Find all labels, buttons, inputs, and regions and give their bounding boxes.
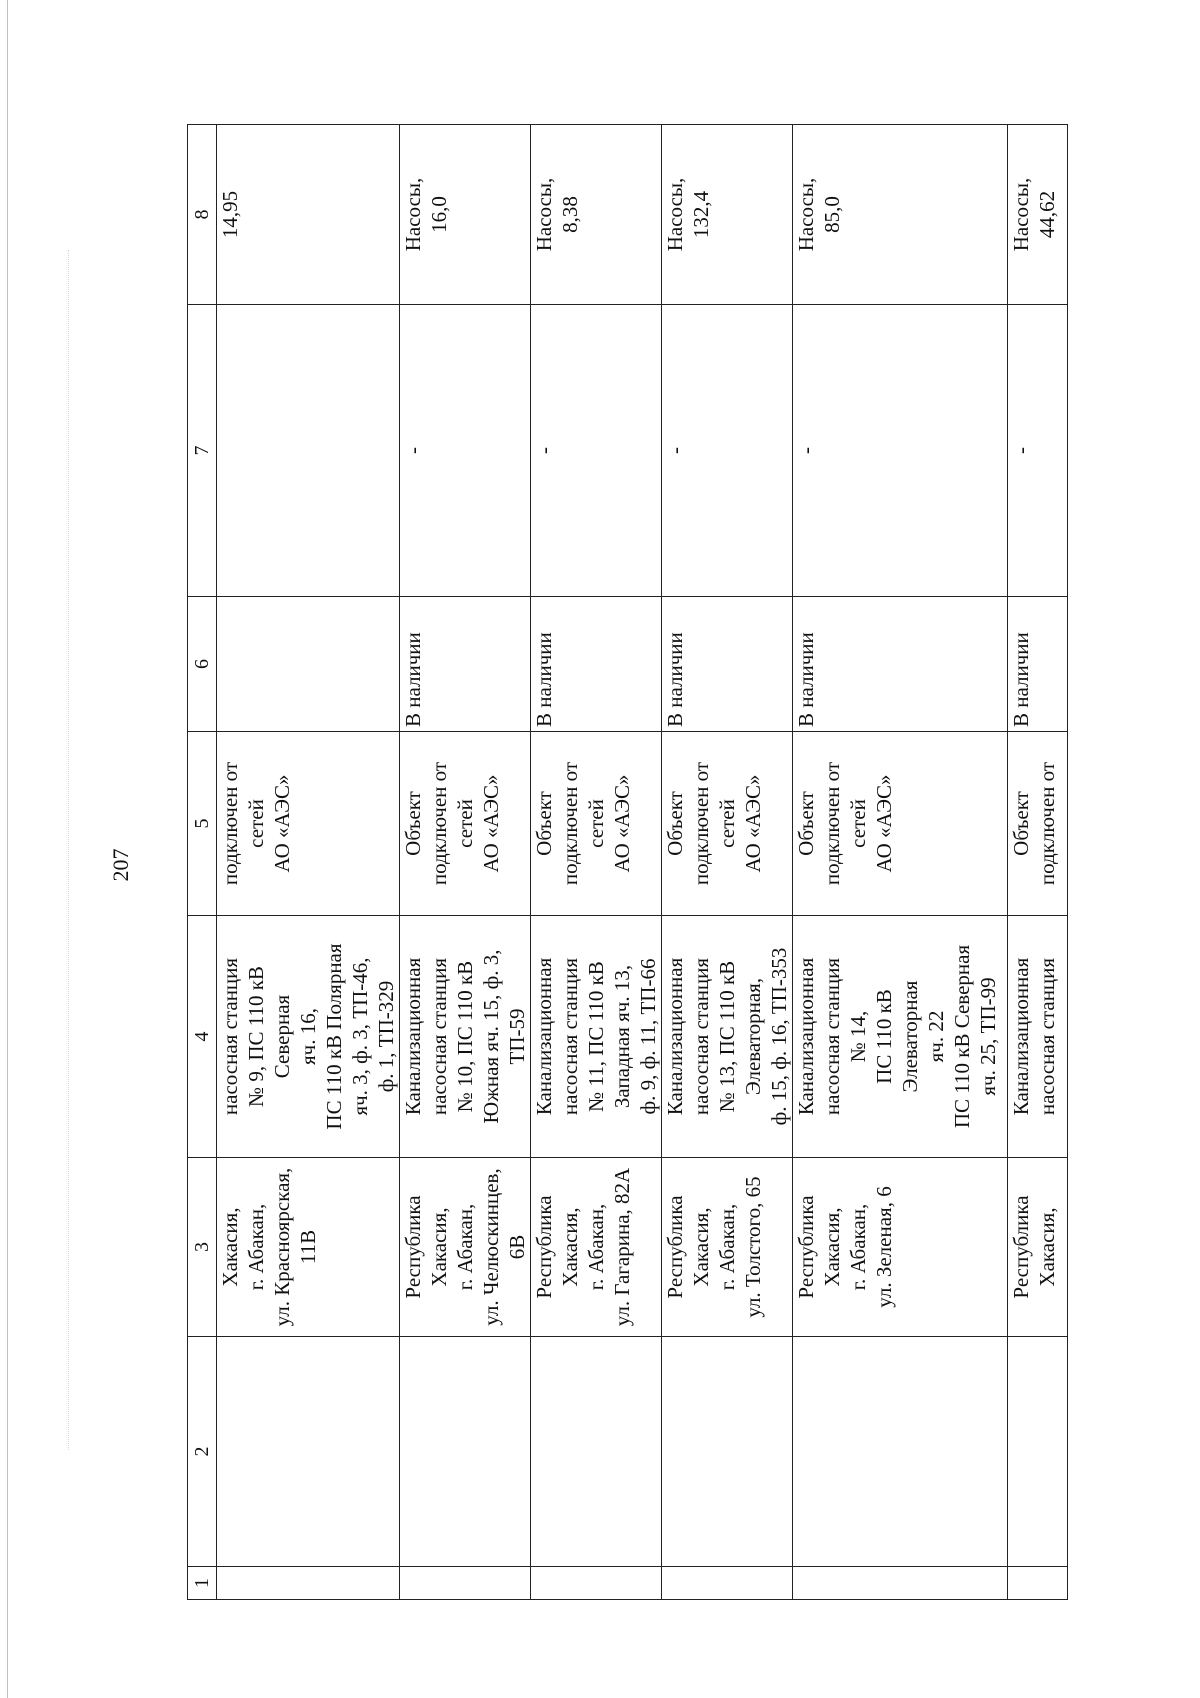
availability-text: В наличии — [663, 632, 687, 727]
cell-col-2 — [793, 1337, 1008, 1567]
dash-text: - — [794, 447, 818, 454]
cell-power — [400, 125, 531, 305]
cell-text-line: сетей — [846, 799, 870, 848]
cell-address — [217, 1158, 400, 1337]
cell-text-line: сетей — [453, 799, 477, 848]
availability-text: В наличии — [401, 632, 425, 727]
cell-text-line: Насосы, — [663, 177, 687, 252]
cell-text-line: г. Абакан, — [846, 1203, 870, 1291]
cell-text-line: ул. Толстого, 65 — [741, 1176, 765, 1318]
cell-text-line: № 11, ПС 110 кВ — [584, 961, 608, 1112]
cell-text-line: ф. 9, ф. 11, ТП-66 — [636, 958, 660, 1115]
cell-connection — [217, 732, 400, 916]
cell-text-line: Республика — [663, 1195, 687, 1299]
cell-text-line: Канализационная — [794, 957, 818, 1116]
cell-text-line: яч. 3, ф. 3, ТП-46, — [348, 957, 372, 1116]
cell-text-line: 8,38 — [558, 196, 582, 233]
cell-col-2 — [1008, 1337, 1068, 1567]
cell-text-line: Хакасия, — [218, 1207, 242, 1287]
availability-text: В наличии — [1009, 632, 1033, 727]
cell-text-line: 132,4 — [689, 190, 713, 239]
availability-text: В наличии — [794, 632, 818, 727]
cell-text-line: № 14, — [846, 1010, 870, 1063]
cell-text-line: ПС 110 кВ — [872, 989, 896, 1084]
cell-col-2 — [531, 1337, 662, 1567]
cell-text-line: Хакасия, — [558, 1207, 582, 1287]
cell-col-7 — [793, 305, 1008, 597]
cell-text-line: Хакасия, — [820, 1207, 844, 1287]
cell-text-line: яч. 25, ТП-99 — [976, 977, 1000, 1096]
dash-text: - — [401, 447, 425, 454]
cell-address — [793, 1158, 1008, 1337]
cell-text-line: Южная яч. 15, ф. 3, — [479, 949, 503, 1124]
column-number: 2 — [188, 1337, 217, 1567]
column-number: 3 — [188, 1158, 217, 1337]
cell-text-line: Канализационная — [401, 957, 425, 1116]
cell-text-line: насосная станция — [558, 957, 582, 1116]
cell-availability — [662, 597, 793, 732]
cell-availability — [217, 597, 400, 732]
table-row — [531, 125, 662, 1600]
data-table — [187, 124, 1068, 1600]
cell-station — [793, 916, 1008, 1158]
cell-address — [662, 1158, 793, 1337]
cell-text-line: г. Абакан, — [453, 1203, 477, 1291]
cell-text-line: АО «АЭС» — [741, 774, 765, 873]
column-number-row — [188, 125, 217, 1600]
cell-connection — [662, 732, 793, 916]
cell-text-line: 14,95 — [218, 190, 242, 239]
cell-text-line: Элеваторная — [898, 980, 922, 1093]
cell-text-line: № 13, ПС 110 кВ — [715, 960, 739, 1113]
cell-address — [1008, 1158, 1068, 1337]
cell-text-line: Канализационная — [663, 957, 687, 1116]
cell-text-line: насосная станция — [689, 957, 713, 1116]
cell-text-line: Республика — [794, 1195, 818, 1299]
cell-text-line: г. Абакан, — [244, 1203, 268, 1291]
binding-dots — [68, 250, 70, 1450]
cell-col-1 — [400, 1567, 531, 1600]
cell-text-line: АО «АЭС» — [610, 774, 634, 873]
cell-col-2 — [400, 1337, 531, 1567]
cell-text-line: ПС 110 кВ Северная — [950, 944, 974, 1129]
cell-col-1 — [1008, 1567, 1068, 1600]
column-number: 1 — [188, 1567, 217, 1600]
cell-text-line: ф. 15, ф. 16, ТП-353 — [767, 947, 791, 1126]
cell-availability — [531, 597, 662, 732]
cell-text-line: сетей — [715, 799, 739, 848]
cell-text-line: Канализационная — [1009, 957, 1033, 1116]
cell-power — [1008, 125, 1068, 305]
cell-text-line: ул. Красноярская, — [270, 1167, 294, 1327]
cell-text-line: АО «АЭС» — [270, 774, 294, 873]
cell-col-7 — [217, 305, 400, 597]
cell-power — [793, 125, 1008, 305]
cell-text-line: 6В — [505, 1234, 529, 1260]
cell-col-1 — [662, 1567, 793, 1600]
rotated-table-container — [187, 125, 1107, 1600]
dash-text: - — [663, 447, 687, 454]
column-number: 8 — [188, 125, 217, 305]
cell-col-1 — [531, 1567, 662, 1600]
cell-address — [531, 1158, 662, 1337]
dash-text: - — [1009, 447, 1033, 454]
cell-text-line: подключен от — [218, 761, 242, 886]
cell-text-line: насосная станция — [1035, 957, 1059, 1116]
cell-text-line: подключен от — [689, 761, 713, 886]
cell-station — [217, 916, 400, 1158]
cell-text-line: ТП-59 — [505, 1008, 529, 1065]
cell-text-line: Объект — [532, 791, 556, 856]
cell-text-line: Насосы, — [532, 177, 556, 252]
cell-power — [217, 125, 400, 305]
cell-text-line: Насосы, — [1009, 177, 1033, 252]
cell-text-line: сетей — [244, 799, 268, 848]
binding-edge-line — [7, 0, 8, 1698]
table-row — [793, 125, 1008, 1600]
cell-text-line: № 9, ПС 110 кВ — [244, 966, 268, 1107]
cell-text-line: ул. Зеленая, 6 — [872, 1186, 896, 1308]
table-row — [217, 125, 400, 1600]
cell-text-line: яч. 16, — [296, 1008, 320, 1065]
cell-station — [531, 916, 662, 1158]
cell-text-line: Западная яч. 13, — [610, 964, 634, 1109]
cell-text-line: Объект — [1009, 791, 1033, 856]
cell-text-line: подключен от — [558, 761, 582, 886]
cell-text-line: 11В — [296, 1229, 320, 1265]
cell-text-line: г. Абакан, — [584, 1203, 608, 1291]
cell-text-line: Республика — [1009, 1195, 1033, 1299]
cell-text-line: АО «АЭС» — [479, 774, 503, 873]
cell-text-line: АО «АЭС» — [872, 774, 896, 873]
cell-text-line: Северная — [270, 994, 294, 1079]
cell-text-line: подключен от — [820, 761, 844, 886]
cell-address — [400, 1158, 531, 1337]
cell-text-line: 44,62 — [1035, 190, 1059, 239]
cell-station — [400, 916, 531, 1158]
cell-text-line: № 10, ПС 110 кВ — [453, 960, 477, 1113]
cell-availability — [1008, 597, 1068, 732]
cell-text-line: ф. 1, ТП-329 — [374, 980, 398, 1093]
cell-text-line: яч. 22 — [924, 1010, 948, 1063]
cell-text-line: Канализационная — [532, 957, 556, 1116]
column-number: 4 — [188, 916, 217, 1158]
cell-text-line: сетей — [584, 799, 608, 848]
cell-station — [1008, 916, 1068, 1158]
cell-text-line: подключен от — [1035, 761, 1059, 886]
cell-text-line: Хакасия, — [427, 1207, 451, 1287]
cell-text-line: Хакасия, — [689, 1207, 713, 1287]
dash-text: - — [532, 447, 556, 454]
cell-col-2 — [217, 1337, 400, 1567]
cell-text-line: Хакасия, — [1035, 1207, 1059, 1287]
cell-text-line: 16,0 — [427, 196, 451, 233]
cell-text-line: насосная станция — [427, 957, 451, 1116]
cell-text-line: 85,0 — [820, 196, 844, 233]
cell-station — [662, 916, 793, 1158]
cell-col-7 — [1008, 305, 1068, 597]
cell-text-line: Республика — [532, 1195, 556, 1299]
cell-text-line: Элеваторная, — [741, 977, 765, 1096]
cell-text-line: Республика — [401, 1195, 425, 1299]
cell-col-1 — [217, 1567, 400, 1600]
cell-connection — [400, 732, 531, 916]
table-row — [400, 125, 531, 1600]
cell-text-line: Насосы, — [401, 177, 425, 252]
table-row — [1008, 125, 1068, 1600]
column-number: 5 — [188, 732, 217, 916]
cell-power — [531, 125, 662, 305]
cell-text-line: подключен от — [427, 761, 451, 886]
cell-text-line: ул. Гагарина, 82А — [610, 1167, 634, 1327]
cell-text-line: Объект — [794, 791, 818, 856]
cell-col-7 — [662, 305, 793, 597]
cell-connection — [531, 732, 662, 916]
cell-availability — [793, 597, 1008, 732]
cell-connection — [793, 732, 1008, 916]
cell-text-line: ул. Челюскинцев, — [479, 1168, 503, 1326]
column-number: 7 — [188, 305, 217, 597]
availability-text: В наличии — [532, 632, 556, 727]
cell-text-line: насосная станция — [820, 957, 844, 1116]
cell-connection — [1008, 732, 1068, 916]
cell-col-7 — [531, 305, 662, 597]
cell-text-line: Объект — [401, 791, 425, 856]
page-number: 207 — [108, 848, 133, 882]
cell-col-1 — [793, 1567, 1008, 1600]
cell-text-line: ПС 110 кВ Полярная — [322, 943, 346, 1130]
cell-col-7 — [400, 305, 531, 597]
cell-text-line: насосная станция — [218, 957, 242, 1116]
cell-power — [662, 125, 793, 305]
column-number: 6 — [188, 597, 217, 732]
cell-text-line: Объект — [663, 791, 687, 856]
table-row — [662, 125, 793, 1600]
cell-text-line: г. Абакан, — [715, 1203, 739, 1291]
cell-col-2 — [662, 1337, 793, 1567]
cell-text-line: Насосы, — [794, 177, 818, 252]
cell-availability — [400, 597, 531, 732]
